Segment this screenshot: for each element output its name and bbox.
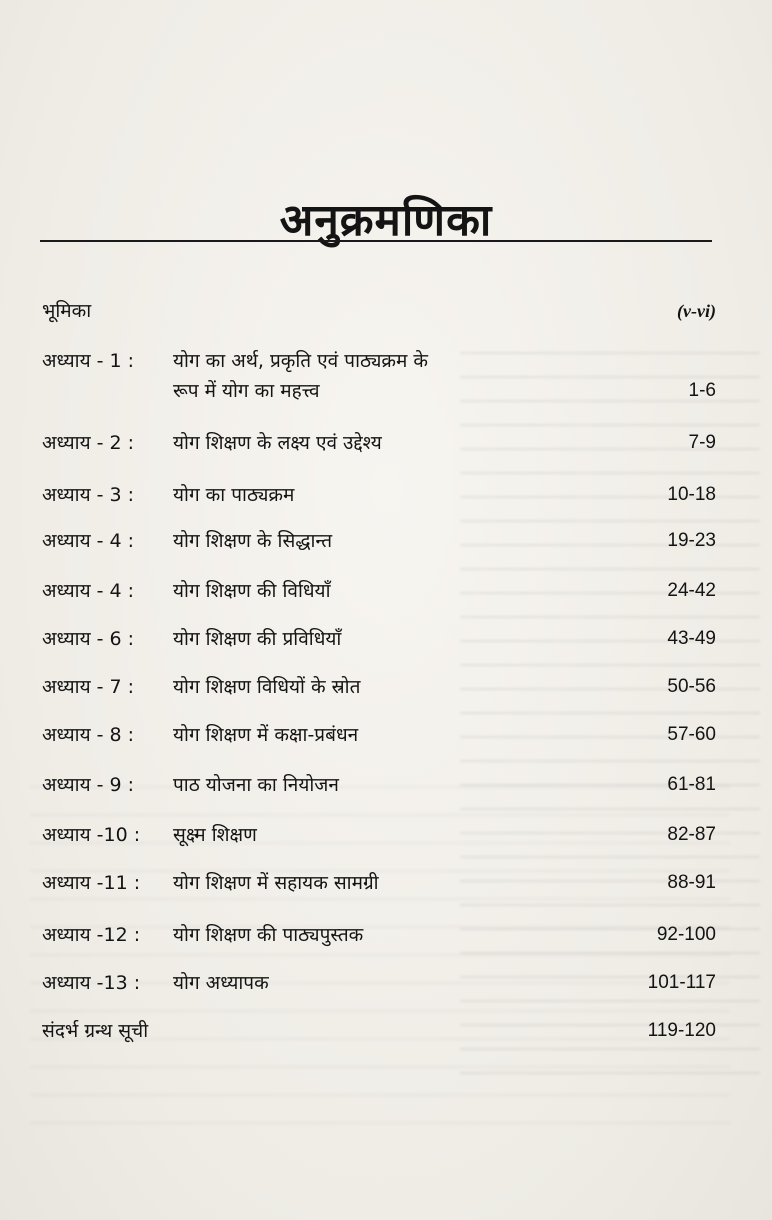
chapter-title: योग शिक्षण के सिद्धान्त <box>173 530 333 552</box>
chapter-pages: 24-42 <box>667 580 716 601</box>
chapter-pages: 7-9 <box>688 432 716 453</box>
chapter-title: योग शिक्षण के लक्ष्य एवं उद्देश्य <box>173 432 382 454</box>
chapter-title: योग शिक्षण की विधियाँ <box>173 580 331 602</box>
bibliography-pages: 119-120 <box>647 1020 716 1041</box>
chapter-pages: 1-6 <box>688 380 716 401</box>
chapter-number: अध्याय - 7 : <box>42 676 135 698</box>
chapter-pages: 10-18 <box>667 484 716 505</box>
chapter-number: अध्याय - 1 : <box>42 350 135 372</box>
preface-label: भूमिका <box>42 300 92 322</box>
chapter-title: पाठ योजना का नियोजन <box>173 774 339 796</box>
chapter-pages: 61-81 <box>667 774 716 795</box>
chapter-number: अध्याय - 6 : <box>42 628 135 650</box>
chapter-number: अध्याय -13 : <box>42 972 141 994</box>
chapter-title: योग शिक्षण विधियों के स्रोत <box>173 676 361 698</box>
bleed-through-texture-lower <box>30 760 730 1140</box>
bibliography-label: संदर्भ ग्रन्थ सूची <box>42 1020 149 1042</box>
title-divider <box>40 240 712 242</box>
chapter-number: अध्याय -11 : <box>42 872 141 894</box>
chapter-number: अध्याय - 4 : <box>42 530 135 552</box>
chapter-title-line2: रूप में योग का महत्त्व <box>173 380 320 402</box>
chapter-pages: 88-91 <box>667 872 716 893</box>
chapter-pages: 43-49 <box>667 628 716 649</box>
chapter-pages: 101-117 <box>647 972 716 993</box>
chapter-title: योग शिक्षण में सहायक सामग्री <box>173 872 379 894</box>
chapter-pages: 82-87 <box>667 824 716 845</box>
chapter-title: सूक्ष्म शिक्षण <box>173 824 257 846</box>
chapter-number: अध्याय -10 : <box>42 824 141 846</box>
chapter-title: योग शिक्षण की पाठ्यपुस्तक <box>173 924 364 946</box>
chapter-pages: 50-56 <box>667 676 716 697</box>
chapter-title: योग अध्यापक <box>173 972 269 994</box>
chapter-number: अध्याय - 2 : <box>42 432 135 454</box>
chapter-title: योग का पाठ्यक्रम <box>173 484 295 506</box>
chapter-number: अध्याय - 8 : <box>42 724 135 746</box>
chapter-title: योग शिक्षण की प्रविधियाँ <box>173 628 342 650</box>
chapter-number: अध्याय - 4 : <box>42 580 135 602</box>
chapter-pages: 57-60 <box>667 724 716 745</box>
chapter-pages: 92-100 <box>656 924 716 945</box>
chapter-number: अध्याय - 9 : <box>42 774 135 796</box>
chapter-number: अध्याय -12 : <box>42 924 141 946</box>
chapter-title-line1: योग का अर्थ, प्रकृति एवं पाठ्यक्रम के <box>173 350 429 372</box>
chapter-title: योग शिक्षण में कक्षा-प्रबंधन <box>173 724 359 746</box>
chapter-number: अध्याय - 3 : <box>42 484 135 506</box>
chapter-title <box>173 346 428 406</box>
chapter-pages: 19-23 <box>667 530 716 551</box>
preface-pages: (v-vi) <box>677 301 716 321</box>
page-title: अनुक्रमणिका <box>279 195 493 246</box>
